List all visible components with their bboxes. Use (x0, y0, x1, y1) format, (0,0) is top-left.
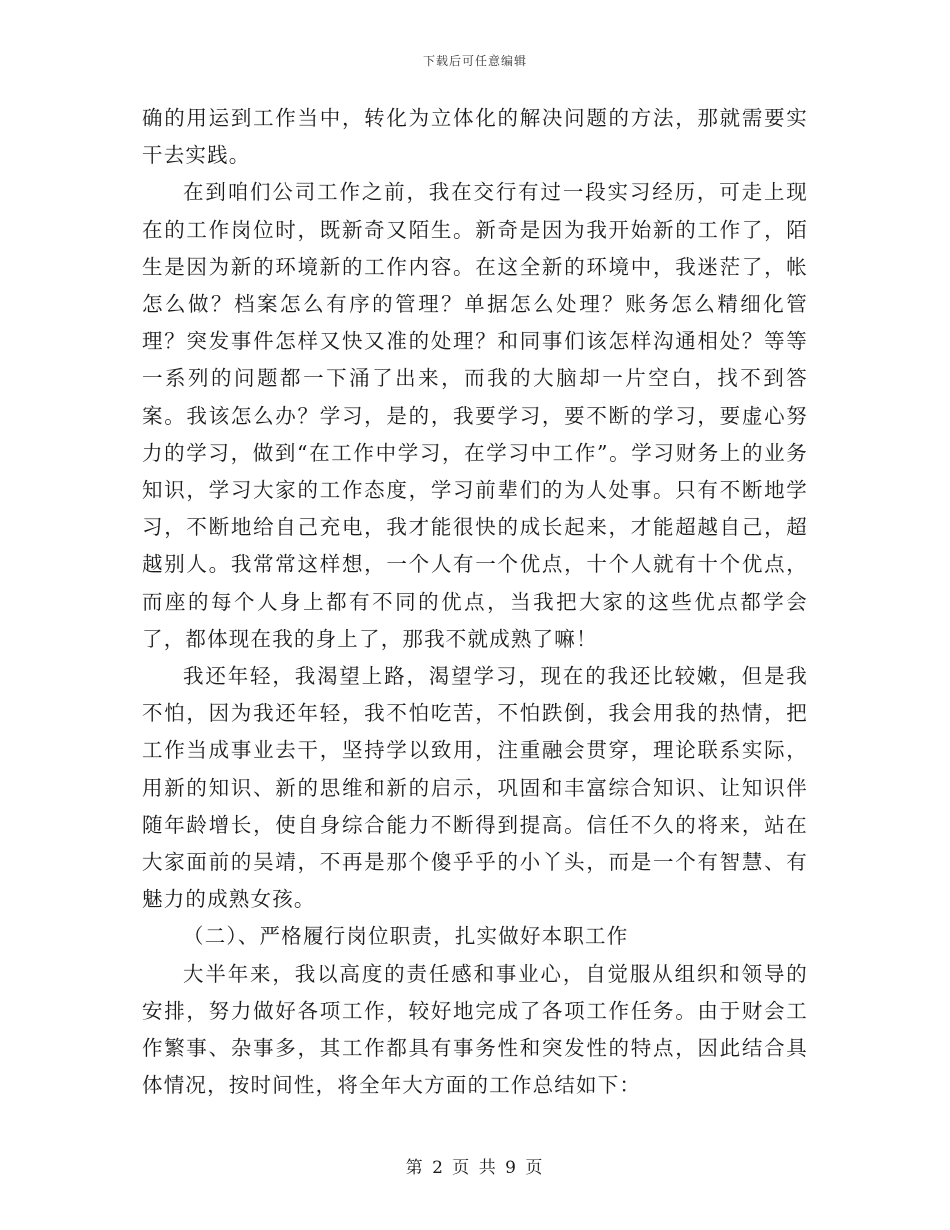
section-heading-duties: （二）、严格履行岗位职责，扎实做好本职工作 (183, 924, 629, 949)
paragraph-work-summary: 大半年来，我以高度的责任感和事业心，自觉服从组织和领导的安排，努力做好各项工作，较好地完成了各项工作任务。由于财会工作繁事、杂事多，其工作都具有事务性和突发性的特点，因此结合具体情况，按时间性，将全年大方面的工作总结如下： (142, 961, 808, 1098)
document-body (142, 100, 808, 1104)
paragraph-continued: 确的用运到工作当中，转化为立体化的解决问题的方法，那就需要实干去实践。 (142, 106, 808, 168)
page-number-footer: 第 2 页 共 9 页 (405, 1158, 545, 1178)
paragraph-internship-learning: 在到咱们公司工作之前，我在交行有过一段实习经历，可走上现在的工作岗位时，既新奇又陌生。新奇是因为我开始新的工作了，陌生是因为新的环境新的工作内容。在这全新的环境中，我迷茫了，帐怎么做？档案怎么有序的管理？单据怎么处理？账务怎么精细化管理？突发事件怎样又快又准的处理？和同事们该怎样沟通相处？等等一系列的问题都一下涌了出来，而我的大脑却一片空白，找不到答案。我该怎么办？学习，是的，我要学习，要不断的学习，要虚心努力的学习，做到“在工作中学习，在学习中工作”。学习财务上的业务知识，学习大家的工作态度，学习前辈们的为人处事。只有不断地学习，不断地给自己充电，我才能很快的成长起来，才能超越自己，超越别人。我常常这样想，一个人有一个优点，十个人就有十个优点，而座的每个人身上都有不同的优点，当我把大家的这些优点都学会了，都体现在我的身上了，那我不就成熟了嘛！ (142, 180, 808, 651)
paragraph-youth-aspiration: 我还年轻，我渴望上路，渴望学习，现在的我还比较嫩，但是我不怕，因为我还年轻，我不怕吃苦，不怕跌倒，我会用我的热情，把工作当成事业去干，坚持学以致用，注重融会贯穿，理论联系实际，用新的知识、新的思维和新的启示，巩固和丰富综合知识、让知识伴随年龄增长，使自身综合能力不断得到提高。信任不久的将来，站在大家面前的吴靖，不再是那个傻乎乎的小丫头，而是一个有智慧、有魅力的成熟女孩。 (142, 664, 808, 912)
page-header-note: 下载后可任意编辑 (422, 54, 527, 68)
